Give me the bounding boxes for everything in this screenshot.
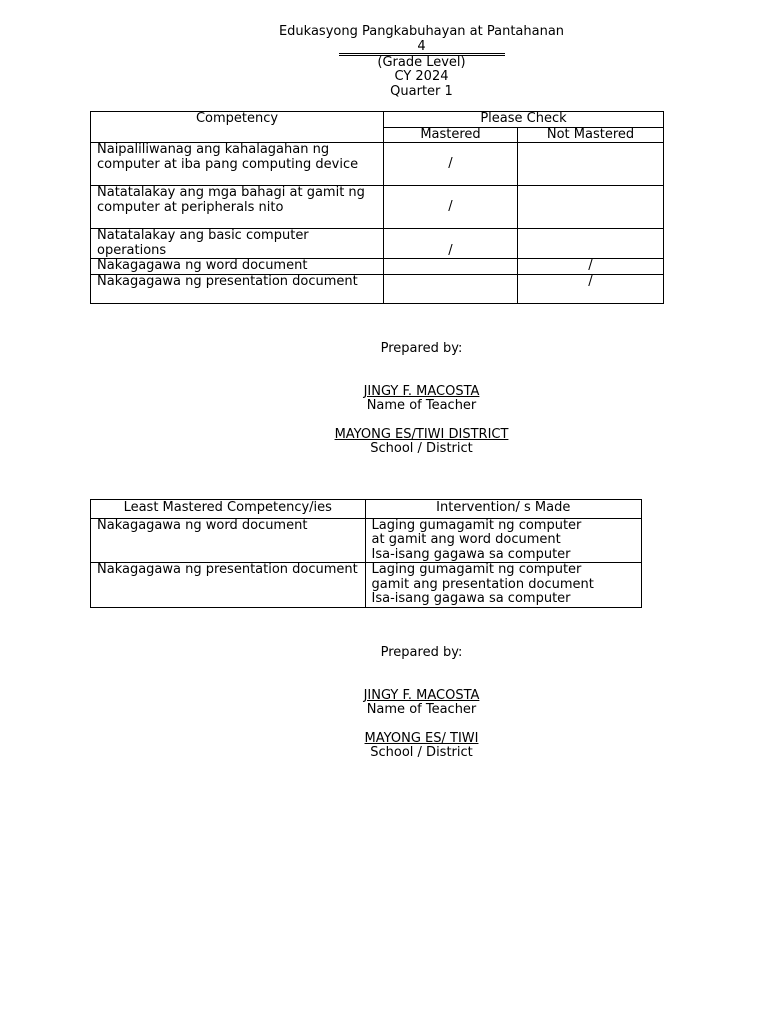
mastered-cell: / <box>384 229 518 259</box>
school-district-name: MAYONG ES/ TIWI <box>364 731 479 746</box>
table-row <box>91 274 664 303</box>
column-header-intervention: Intervention/ s Made <box>365 500 641 519</box>
teacher-name: JINGY F. MACOSTA <box>363 384 480 399</box>
prepared-by-label: Prepared by: <box>380 341 463 356</box>
column-header-not-mastered: Not Mastered <box>518 127 664 143</box>
table-row <box>91 563 642 608</box>
subject-title: Edukasyong Pangkabuhayan at Pantahanan <box>278 24 565 39</box>
intervention-line: Laging gumagamit ng computer <box>371 517 582 533</box>
competency-cell: Nakagagawa ng word document <box>91 259 384 275</box>
quarter-label: Quarter 1 <box>390 83 453 99</box>
teacher-name-label: Name of Teacher <box>366 702 477 717</box>
intervention-table <box>90 499 642 608</box>
table-header-row <box>91 500 642 519</box>
not-mastered-cell <box>518 186 664 229</box>
table-header-row <box>91 112 664 128</box>
teacher-name-label: Name of Teacher <box>366 398 477 413</box>
intervention-line: Laging gumagamit ng computer <box>371 562 582 577</box>
competency-cell: Nakagagawa ng presentation document <box>91 274 384 303</box>
competency-cell: Natatalakay ang mga bahagi at gamit ng computer at peripherals nito <box>91 186 384 229</box>
mastered-cell <box>384 274 518 303</box>
intervention-cell <box>365 518 641 563</box>
mastered-cell: / <box>384 143 518 186</box>
document-header <box>0 25 768 99</box>
school-district-name: MAYONG ES/TIWI DISTRICT <box>334 427 509 442</box>
not-mastered-cell <box>518 229 664 259</box>
competency-cell: Natatalakay ang basic computer operations <box>91 229 384 259</box>
not-mastered-cell: / <box>518 259 664 275</box>
least-mastered-competency-cell: Nakagagawa ng word document <box>91 518 366 563</box>
column-header-please-check: Please Check <box>384 112 664 128</box>
prepared-by-label: Prepared by: <box>380 645 463 660</box>
school-district-label: School / District <box>370 441 473 456</box>
intervention-line: Isa-isang gagawa sa computer <box>371 546 571 562</box>
school-district-label: School / District <box>370 745 473 760</box>
school-year: CY 2024 <box>394 69 449 84</box>
table-row <box>91 143 664 186</box>
table-row <box>91 259 664 275</box>
column-header-competency: Competency <box>91 112 384 143</box>
teacher-name: JINGY F. MACOSTA <box>363 688 480 703</box>
grade-level-label: (Grade Level) <box>377 54 466 70</box>
not-mastered-cell: / <box>518 274 664 303</box>
competency-cell: Naipaliliwanag ang kahalagahan ng computer at iba pang computing device <box>91 143 384 186</box>
competency-table <box>90 111 664 304</box>
intervention-line: Isa-isang gagawa sa computer <box>371 591 571 606</box>
column-header-mastered: Mastered <box>384 127 518 143</box>
table-row <box>91 186 664 229</box>
intervention-line: gamit ang presentation document <box>371 576 594 592</box>
intervention-line: at gamit ang word document <box>371 532 561 547</box>
grade-level-value: 4 <box>339 40 505 56</box>
intervention-cell <box>365 563 641 608</box>
table-row <box>91 518 642 563</box>
not-mastered-cell <box>518 143 664 186</box>
table-row <box>91 229 664 259</box>
mastered-cell: / <box>384 186 518 229</box>
mastered-cell <box>384 259 518 275</box>
column-header-least-mastered: Least Mastered Competency/ies <box>91 500 366 519</box>
least-mastered-competency-cell: Nakagagawa ng presentation document <box>91 563 366 608</box>
